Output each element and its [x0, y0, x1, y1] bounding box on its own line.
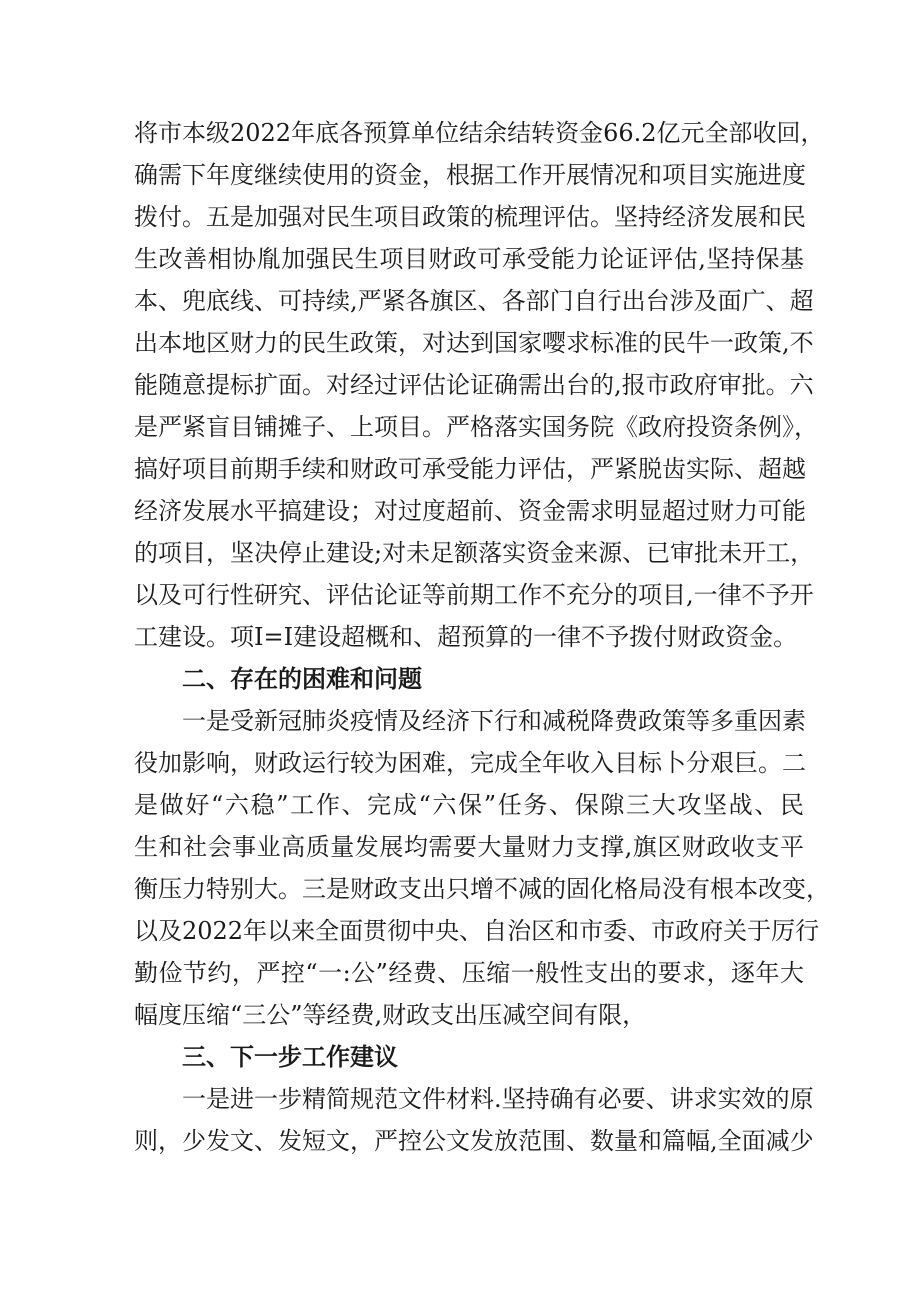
paragraph-line: 役加影响，财政运行较为困难，完成全年收入目标卜分艰巨。二 — [134, 749, 806, 777]
section-heading-3: 三、下一步工作建议 — [182, 1043, 398, 1071]
paragraph-line: 能随意提标扩面。对经过评估论证确需出台的,报市政府审批。六 — [134, 371, 814, 399]
paragraph-line: 幅度压缩“三公”等经费,财政支出压减空间有限， — [134, 1001, 647, 1029]
paragraph-line: 的项目，坚决停止建设;对未足额落实资金来源、已审批未开工， — [134, 539, 815, 567]
paragraph-1 — [134, 112, 825, 658]
paragraph-line: 是做好“六稳”工作、完成“六保”任务、保隙三大攻坚战、民 — [134, 791, 804, 819]
paragraph-line: 生改善相协胤加强民生项目财政可承受能力论证评估,坚持保基 — [134, 245, 804, 273]
paragraph-2 — [134, 700, 830, 1036]
paragraph-line: 确需下年度继续使用的资金，根据工作开展情况和项目实施进度 — [134, 161, 806, 189]
paragraph-line: 勤俭节约，严控“一:公”经费、压缩一般性支出的要求，逐年大 — [134, 959, 804, 987]
paragraph-line: 将市本级2022年底各预算单位结余结转资金66.2亿元全部收回， — [134, 119, 825, 147]
paragraph-line: 本、兜底线、可持续,严紧各旗区、各部门自行出台涉及面广、超 — [134, 287, 814, 315]
paragraph-line: 以及可行性研究、评估论证等前期工作不充分的项目,一律不予开 — [134, 581, 814, 609]
paragraph-line: 出本地区财力的民生政策，对达到国家嘤求标准的民牛一政策,不 — [134, 329, 814, 357]
paragraph-line: 一是进一步精简规范文件材料.坚持确有必要、讲求实效的原 — [182, 1085, 814, 1113]
paragraph-line: 搞好项目前期手续和财政可承受能力评估，严紧脱齿实际、超越 — [134, 455, 806, 483]
document-body — [134, 112, 830, 1162]
paragraph-line: 一是受新冠肺炎疫情及经济下行和减税降费政策等多重因素 — [182, 707, 806, 735]
paragraph-line: 以及2022年以来全面贯彻中央、自治区和市委、市政府关于厉行 — [134, 917, 820, 945]
paragraph-line: 则，少发文、发短文，严控公文发放范围、数量和篇幅,全面减少 — [134, 1127, 814, 1155]
section-heading-2: 二、存在的困难和问题 — [182, 665, 422, 693]
paragraph-line: 工建设。项I=I建设超概和、超预算的一律不予拨付财政资金。 — [134, 623, 798, 651]
paragraph-line: 拨付。五是加强对民生项目政策的梳理评估。坚持经济发展和民 — [134, 203, 806, 231]
paragraph-line: 衡压力特别大。三是财政支出只增不减的固化格局没有根本改变， — [134, 875, 830, 903]
paragraph-line: 生和社会事业高质量发展均需要大量财力支撑,旗区财政收支平 — [134, 833, 804, 861]
paragraph-3 — [134, 1078, 814, 1162]
paragraph-line: 是严紧盲目铺摊子、上项目。严格落实国务院《政府投资条例》， — [134, 413, 818, 441]
paragraph-line: 经济发展水平搞建设；对过度超前、资金需求明显超过财力可能 — [134, 497, 806, 525]
